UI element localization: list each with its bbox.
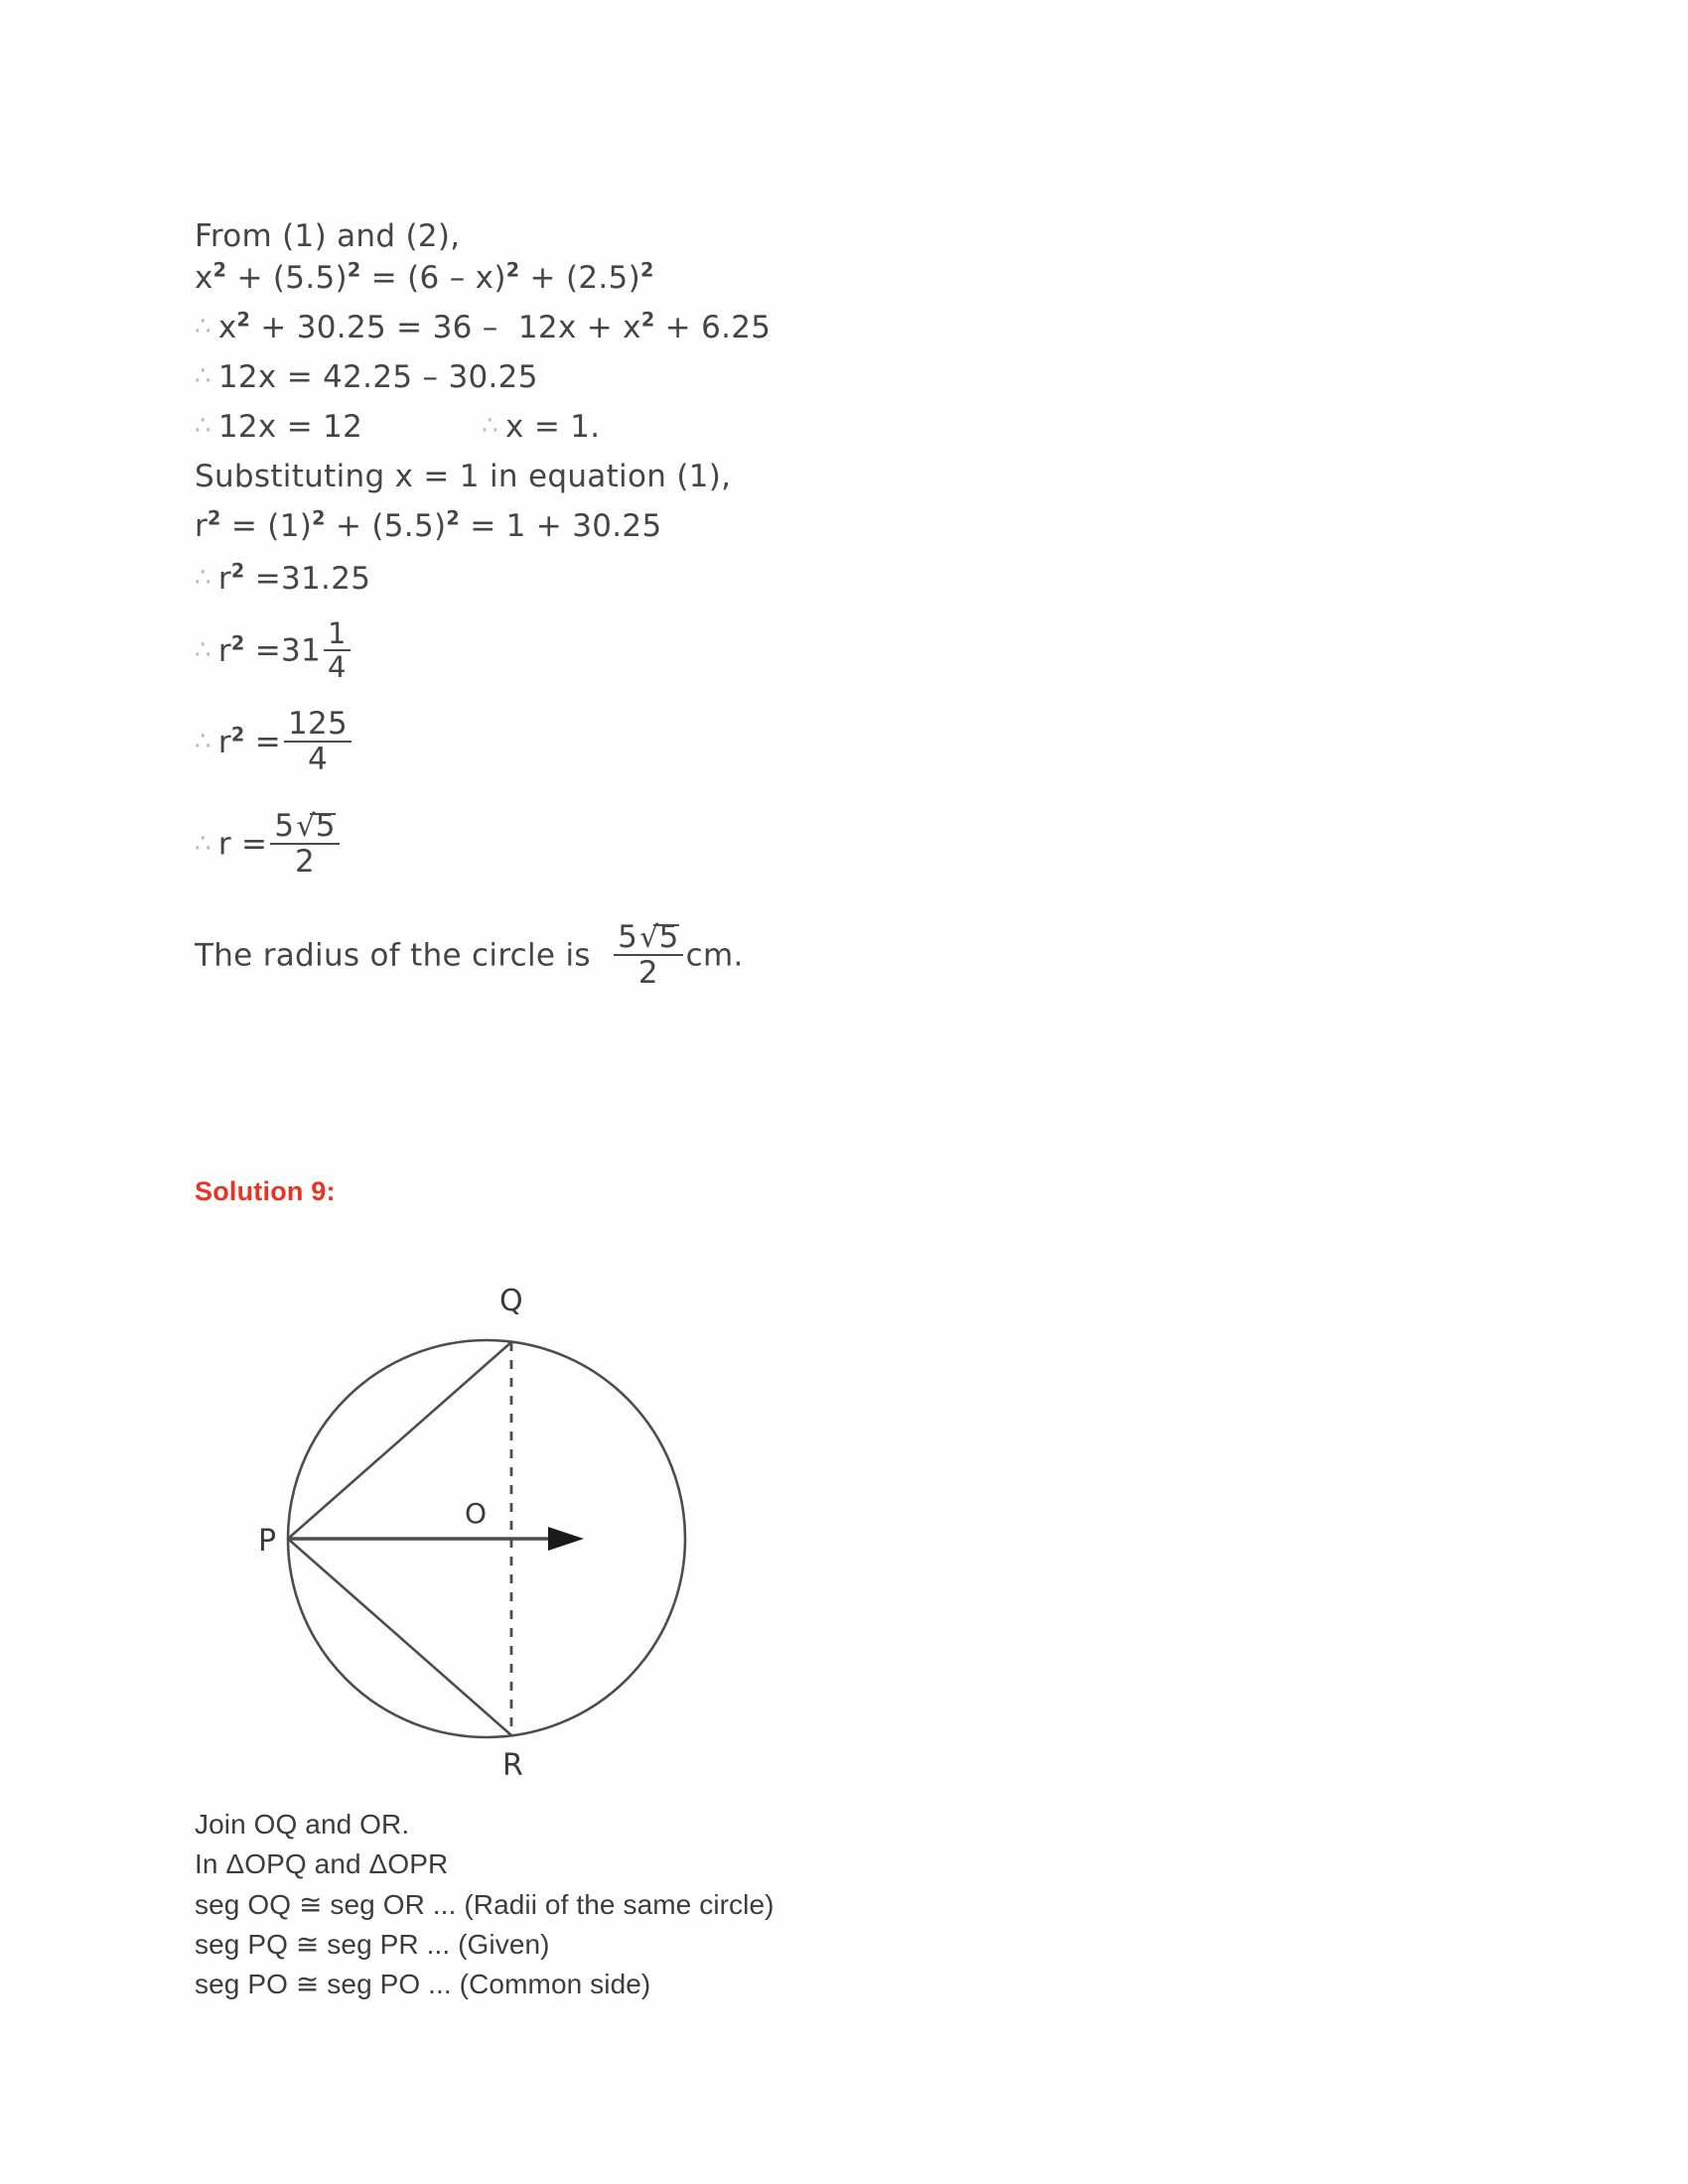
therefore-icon: ∴	[195, 634, 211, 665]
equation-line-4	[195, 409, 600, 445]
label-P: P	[258, 1524, 277, 1559]
improper-fraction	[284, 706, 352, 778]
equation-r-squared	[195, 508, 661, 544]
radical-coefficient: 5	[274, 808, 295, 844]
square-root-icon: √5	[639, 919, 679, 955]
arrowhead-icon	[548, 1527, 584, 1551]
r-squared-text: $r^2 = (1)^2 + (5.5)^2 = 1 + 30.25$	[195, 506, 662, 544]
equation-1-text: $x^2 + (5.5)^2 = (6 - x)^2 + (2.5)^2$	[195, 258, 654, 296]
label-O: O	[465, 1497, 488, 1530]
r-symbol: $r^2$	[217, 631, 245, 669]
fraction-numerator: 125	[284, 708, 352, 743]
equation-line-3	[195, 359, 538, 395]
therefore-icon: ∴	[195, 828, 211, 859]
fraction-numerator: 1	[324, 618, 351, 651]
equation-4b-text: x = 1.	[505, 409, 601, 445]
proof-line-4: seg PQ ≅ seg PR ... (Given)	[195, 1929, 550, 1960]
equation-4a-text: 12x = 12	[217, 409, 363, 445]
therefore-icon: ∴	[195, 411, 211, 441]
circle-diagram-figure	[199, 1261, 755, 1787]
mixed-fraction	[324, 616, 351, 685]
proof-line-2: In ΔOPQ and ΔOPR	[195, 1848, 449, 1879]
equation-radius-value	[195, 808, 343, 881]
fraction-numerator	[614, 921, 682, 956]
equation-2-text: $x^2 + 30.25 = 36 - 12x + x^2 + 6.25$	[217, 308, 772, 345]
r-symbol: $r^2$	[217, 723, 245, 760]
segment-PR	[288, 1539, 511, 1735]
equals-sign: =	[254, 632, 281, 669]
therefore-icon: ∴	[195, 312, 211, 341]
equation-r-squared-improper	[195, 706, 354, 778]
conclusion-radius-fraction	[614, 919, 682, 992]
r-symbol: $r^2$	[217, 559, 245, 597]
square-root-icon: √5	[296, 808, 336, 844]
equation-r-squared-mixed	[195, 616, 353, 685]
intro-text: From (1) and (2),	[195, 218, 461, 254]
radius-fraction	[270, 808, 339, 881]
equation-line-2	[195, 310, 771, 345]
equals-sign: =	[254, 724, 281, 760]
label-R: R	[502, 1748, 523, 1783]
proof-line-1: Join OQ and OR.	[195, 1809, 410, 1840]
fraction-denominator: 4	[308, 742, 329, 778]
equals-sign: =	[241, 826, 268, 863]
equation-r-squared-value	[195, 561, 370, 597]
fraction-denominator: 2	[295, 844, 316, 881]
therefore-icon: ∴	[195, 726, 211, 756]
label-Q: Q	[499, 1284, 523, 1318]
radicand: 5	[315, 808, 336, 844]
therefore-icon: ∴	[482, 411, 499, 441]
conclusion-suffix-text: cm.	[685, 937, 744, 974]
proof-line-3: seg OQ ≅ seg OR ... (Radii of the same circle)	[195, 1889, 774, 1920]
therefore-icon: ∴	[195, 361, 211, 391]
equation-3-text: 12x = 42.25 – 30.25	[217, 359, 538, 395]
substituting-text: Substituting x = 1 in equation (1),	[195, 459, 732, 494]
substituting-line	[195, 459, 731, 494]
conclusion-line	[195, 919, 744, 992]
fraction-denominator: 2	[637, 955, 658, 992]
conclusion-prefix-text: The radius of the circle is	[195, 937, 591, 974]
solution-9-heading: Solution 9:	[195, 1176, 336, 1206]
radicand: 5	[658, 919, 679, 955]
therefore-icon: ∴	[195, 563, 211, 593]
proof-line-5: seg PO ≅ seg PO ... (Common side)	[195, 1969, 651, 1999]
mixed-whole-part: 31	[281, 632, 322, 669]
r-symbol: r	[217, 826, 231, 863]
r-squared-value: =31.25	[254, 561, 371, 597]
derivation-intro	[195, 218, 460, 254]
equation-line-1	[195, 260, 654, 296]
radical-coefficient: 5	[618, 919, 638, 955]
fraction-numerator	[270, 810, 339, 845]
fraction-denominator: 4	[328, 650, 347, 685]
